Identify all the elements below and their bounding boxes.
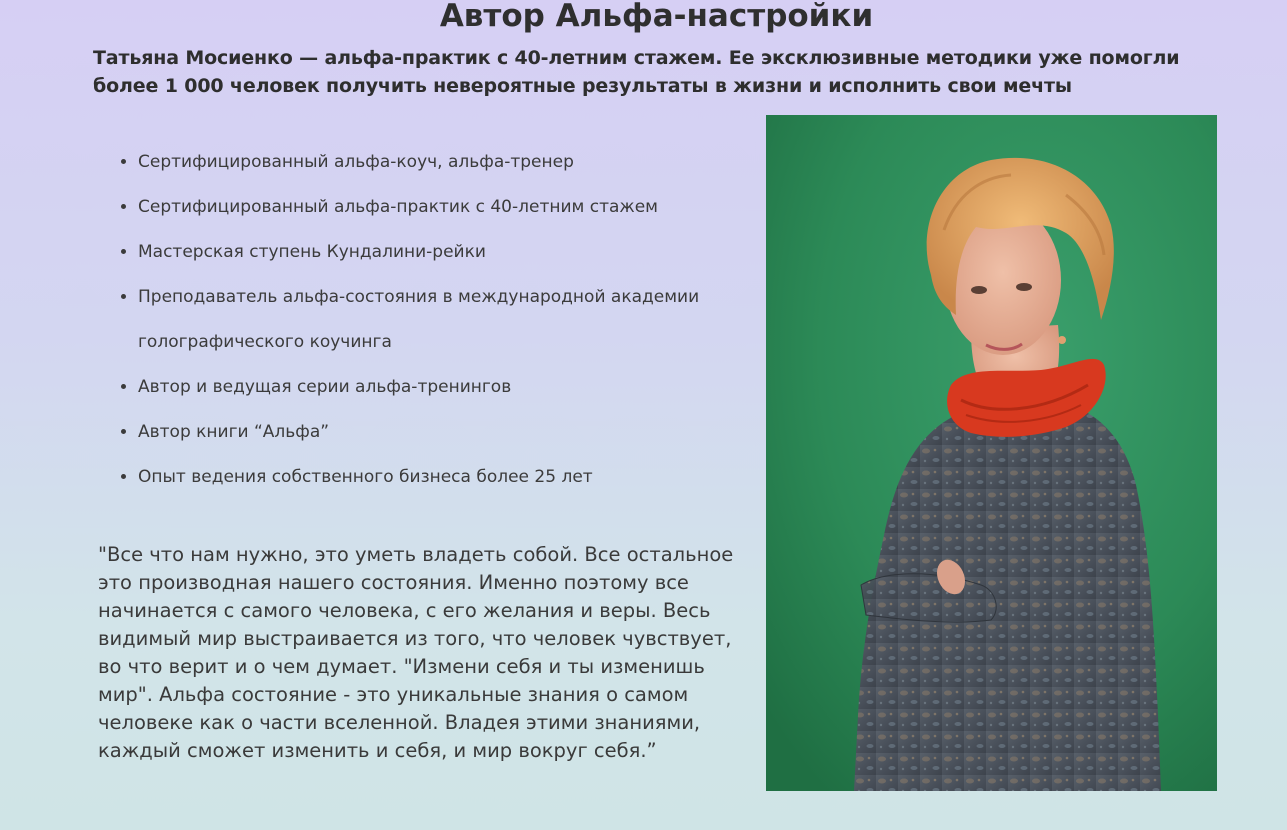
- credential-item: • Опыт ведения собственного бизнеса более 25 лет: [138, 455, 748, 500]
- credential-item: • Автор и ведущая серии альфа-тренингов: [138, 365, 748, 410]
- section-title: Автор Альфа-настройки: [439, 0, 874, 34]
- credentials-list: [118, 140, 748, 500]
- credential-item: • Сертифицированный альфа-коуч, альфа-тренер: [138, 140, 748, 185]
- author-photo: [766, 115, 1217, 791]
- author-subtitle: Татьяна Мосиенко — альфа-практик с 40-летним стажем. Ее эксклюзивные методики уже помогли более 1 000 человек получить невероятные результаты в жизни и исполнить свои мечты: [93, 47, 1180, 97]
- author-portrait-image: [766, 115, 1217, 791]
- credential-item: • Мастерская ступень Кундалини-рейки: [138, 230, 748, 275]
- credential-item: • Автор книги “Альфа”: [138, 410, 748, 455]
- credential-item: • Сертифицированный альфа-практик с 40-летним стажем: [138, 185, 748, 230]
- credential-item: • Преподаватель альфа-состояния в международной академии голографического коучинга: [138, 275, 748, 365]
- author-quote: "Все что нам нужно, это уметь владеть собой. Все остальное это производная нашего состояния. Именно поэтому все начинается с самого человека, с его желания и веры. Весь видимый мир выстраивается из того, что человек чувствует, во что верит и о чем думает. "Измени себя и ты изменишь мир". Альфа состояние - это уникальные знания о самом человеке как о части вселенной. Владея этими знаниями, каждый сможет изменить и себя, и мир вокруг себя.”: [98, 543, 734, 762]
